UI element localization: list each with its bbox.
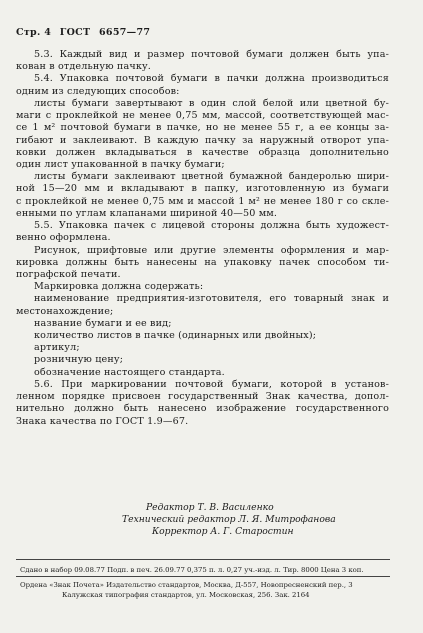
text-line: одним из следующих способов: [16, 85, 180, 97]
standard-label: ГОСТ [59, 27, 91, 38]
editor-credit: Редактор Т. В. Василенко [146, 502, 274, 513]
text-line: с проклейкой не менее 0,75 мм и массой 1 м² не менее 180 г со скле- [16, 195, 389, 207]
text-line: Знака качества по ГОСТ 1.9—67. [16, 415, 189, 427]
text-line: пографской печати. [16, 268, 121, 280]
publisher-line: Ордена «Знак Почета» Издательство стандартов, Москва, Д-557, Новопресненский пер., 3 [20, 581, 353, 589]
text-line: ленном порядке присвоен государственный Знак качества, допол- [16, 391, 389, 403]
text-line: кировка должны быть нанесены на упаковку пачек способом ти- [16, 256, 389, 268]
text-line: местонахождение; [16, 305, 114, 317]
standard-number: 6657—77 [99, 27, 151, 38]
editorial-credits [0, 502, 423, 538]
text-line: наименование предприятия-изготовителя, его товарный знак и [34, 293, 389, 305]
text-line: се 1 м² почтовой бумаги в пачке, но не менее 55 г, а ее концы за- [16, 122, 389, 134]
text-line: 5.3. Каждый вид и размер почтовой бумаги должен быть упа- [34, 49, 389, 60]
print-details: Сдано в набор 09.08.77 Подп. в печ. 26.09.77 0,375 п. л. 0,27 уч.-изд. л. Тир. 8000 Цена 3 коп. [20, 566, 364, 574]
printer-line: Калужская типография стандартов, ул. Московская, 256. Зак. 2164 [62, 591, 310, 599]
text-line: Рисунок, шрифтовые или другие элементы оформления и мар- [34, 244, 389, 256]
text-line: название бумаги и ее вид; [34, 317, 172, 329]
text-line: количество листов в пачке (одинарных или двойных); [34, 330, 317, 342]
text-line: 5.6. При маркировании почтовой бумаги, которой в установ- [34, 378, 389, 390]
text-line: енными по углам клапанами шириной 40—50 мм. [16, 207, 278, 219]
text-line: ковки должен вкладываться в качестве образца дополнительно [16, 146, 389, 158]
text-line: гибают и заклеивают. В каждую пачку за наружный отворот упа- [16, 134, 389, 146]
text-line: венно оформлена. [16, 232, 111, 244]
text-line: ной 15—20 мм и вкладывают в папку, изготовленную из бумаги [16, 183, 389, 195]
text-line: кован в отдельную пачку. [16, 61, 151, 73]
proofreader-credit: Корректор А. Г. Старостин [152, 526, 294, 537]
text-line: один лист упакованной в пачку бумаги; [16, 158, 225, 170]
divider-rule [16, 576, 390, 577]
text-line: 5.5. Упаковка пачек с лицевой стороны должна быть художест- [34, 220, 389, 232]
text-line: Маркировка должна содержать: [34, 281, 204, 293]
page-header [16, 27, 155, 38]
text-line: листы бумаги заклеивают цветной бумажной бандеролью шири- [34, 171, 389, 183]
divider-rule [16, 559, 390, 560]
text-line: маги с проклейкой не менее 0,75 мм, массой, соответствующей мас- [16, 110, 389, 122]
text-line: 5.4. Упаковка почтовой бумаги в пачки должна производиться [34, 73, 389, 85]
text-line: розничную цену; [34, 354, 124, 366]
text-line: артикул; [34, 342, 80, 354]
tech-editor-credit: Технический редактор Л. Я. Митрофанова [122, 514, 336, 525]
page-number: Стр. 4 [16, 27, 52, 38]
text-line: листы бумаги завертывают в один слой белой или цветной бу- [34, 97, 389, 109]
text-line: обозначение настоящего стандарта. [34, 366, 225, 378]
text-line: нительно должно быть нанесено изображение государственного [16, 403, 389, 415]
body-text [16, 49, 389, 428]
